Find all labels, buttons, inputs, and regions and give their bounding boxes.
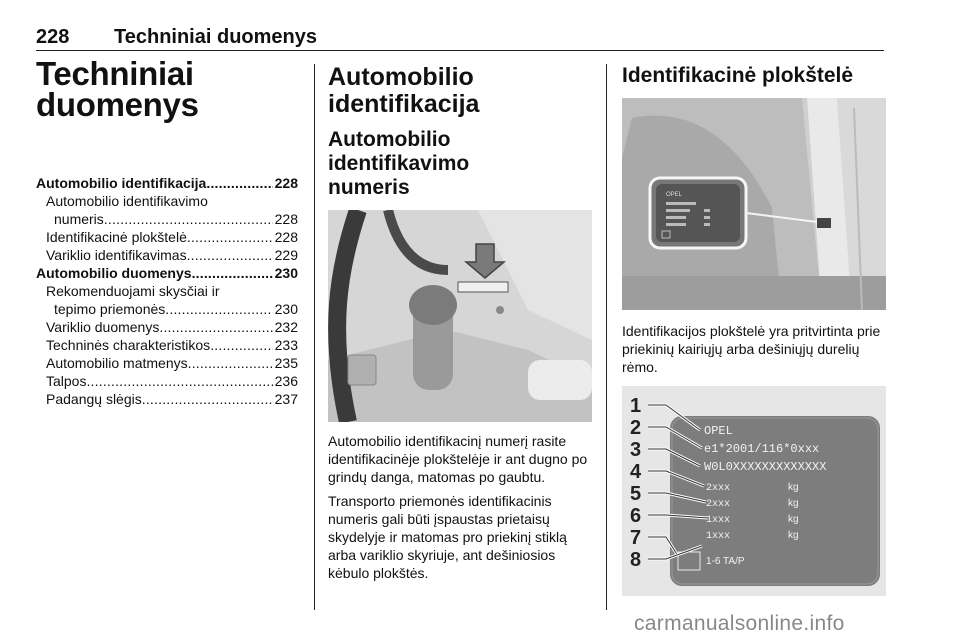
plate-diagram-svg [622,386,886,596]
plate-line: W0L0XXXXXXXXXXXXX [704,460,827,474]
toc-entry[interactable] [36,372,298,390]
toc-entry-page: 235 [274,355,298,371]
chapter-title [36,55,298,123]
vin-paragraph-2: Transporto priemonės identifikacinis numeris gali būti įspaustas prietaisų skydelyje ir matomas pro priekinį stiklą arba variklio skyriuje, ant dešiniosios kėbulo plokštės. [328,493,567,581]
toc-leader-dots [104,210,273,228]
toc-entry-label: Automobilio duomenys [36,265,192,281]
plate-line: e1*2001/116*0xxx [704,442,820,456]
plate-location-photo [622,98,886,310]
watermark: carmanualsonline.info [634,612,845,635]
vin-location-illustration [328,210,592,422]
toc-entry-page: 229 [274,247,298,263]
plate-heading: Identifikacinė plokštelė [622,64,854,87]
toc-leader-dots [187,246,273,264]
toc-leader-dots [210,336,272,354]
toc-entry[interactable] [36,174,298,192]
toc-entry-page: 228 [274,175,298,191]
column-divider-1 [314,64,315,610]
toc-entry-label: Automobilio identifikavimo [46,193,208,209]
plate-line: 1xxx [706,531,731,542]
toc-entry[interactable] [36,192,298,210]
section-heading-line: identifikacija [328,90,480,118]
toc-entry-page: 233 [274,337,298,353]
toc-entry[interactable] [36,282,298,300]
toc-entry[interactable] [36,210,298,228]
callout-number: 7 [630,527,642,549]
vin-location-photo [328,210,592,422]
identification-column [328,64,592,588]
toc-entry-label: Automobilio matmenys [46,355,188,371]
plate-unit: kg [788,530,799,541]
toc-entry-label: tepimo priemonės [54,301,166,317]
plate-line: 2xxx [706,499,731,510]
header-rule [36,50,884,51]
plate-column [622,64,886,596]
callout-number: 3 [630,439,642,461]
plate-line: 1xxx [706,515,731,526]
vin-paragraph-1: Automobilio identifikacinį numerį rasite identifikacinėje plokštelėje ir ant dugno po grindų danga, matomas po gaubtu. [328,433,588,485]
toc-entry-label: Talpos [46,373,87,389]
plate-paragraph: Identifikacijos plokštelė yra pritvirtinta prie priekinių kairiųjų arba dešiniųjų durelių rėmo. [622,323,881,375]
toc-entry[interactable] [36,354,298,372]
toc-leader-dots [187,228,273,246]
toc-entry[interactable] [36,318,298,336]
plate-bottom-line: 1-6 TA/P [706,556,745,567]
toc-leader-dots [86,372,272,390]
callout-number: 8 [630,549,642,571]
section-heading [328,64,592,118]
toc-leader-dots [159,318,272,336]
callout-number: 2 [630,417,642,439]
toc-entry-label: Automobilio identifikacija [36,175,207,191]
toc-leader-dots [192,264,273,282]
plate-diagram [622,386,886,596]
callout-number: 6 [630,505,642,527]
table-of-contents [36,174,298,408]
toc-entry-page: 228 [274,229,298,245]
toc-entry-page: 237 [274,391,298,407]
toc-entry-label: Padangų slėgis [46,391,142,407]
vin-subheading-line: numeris [328,176,410,199]
plate-unit: kg [788,514,799,525]
toc-entry-page: 236 [274,373,298,389]
plate-unit: kg [788,482,799,493]
toc-entry[interactable] [36,390,298,408]
chapter-title-line: duomenys [36,86,199,123]
toc-leader-dots [165,300,272,318]
plate-line: OPEL [704,424,733,438]
toc-entry-page: 230 [274,301,298,317]
plate-location-illustration [622,98,886,310]
toc-entry-label: numeris [54,211,104,227]
vin-subheading-line: Automobilio identifikavimo [328,128,470,175]
toc-leader-dots [206,174,272,192]
toc-entry-page: 230 [274,265,298,281]
callout-number: 4 [630,461,642,483]
toc-entry-label: Techninės charakteristikos [46,337,211,353]
toc-entry[interactable] [36,336,298,354]
column-divider-2 [606,64,607,610]
toc-entry-label: Variklio identifikavimas [46,247,187,263]
plate-unit: kg [788,498,799,509]
chapter-title-line: Techniniai [36,55,194,92]
callout-number: 1 [630,395,642,417]
toc-entry[interactable] [36,246,298,264]
toc-entry-label: Variklio duomenys [46,319,160,335]
toc-entry-label: Rekomenduojami skysčiai ir [46,283,220,299]
thumbnail-plate-text: OPEL [666,192,683,198]
toc-leader-dots [188,354,273,372]
toc-entry[interactable] [36,228,298,246]
toc-column [36,55,298,408]
vin-subheading [328,128,592,200]
toc-leader-dots [142,390,273,408]
page-number: 228 [36,26,70,48]
toc-entry-page: 228 [274,211,298,227]
callout-number: 5 [630,483,642,505]
plate-line: 2xxx [706,483,731,494]
toc-entry[interactable] [36,300,298,318]
section-heading-line: Automobilio [328,63,474,91]
toc-entry[interactable] [36,264,298,282]
toc-entry-page: 232 [274,319,298,335]
toc-entry-label: Identifikacinė plokštelė [46,229,187,245]
running-header: Techniniai duomenys [114,26,317,48]
